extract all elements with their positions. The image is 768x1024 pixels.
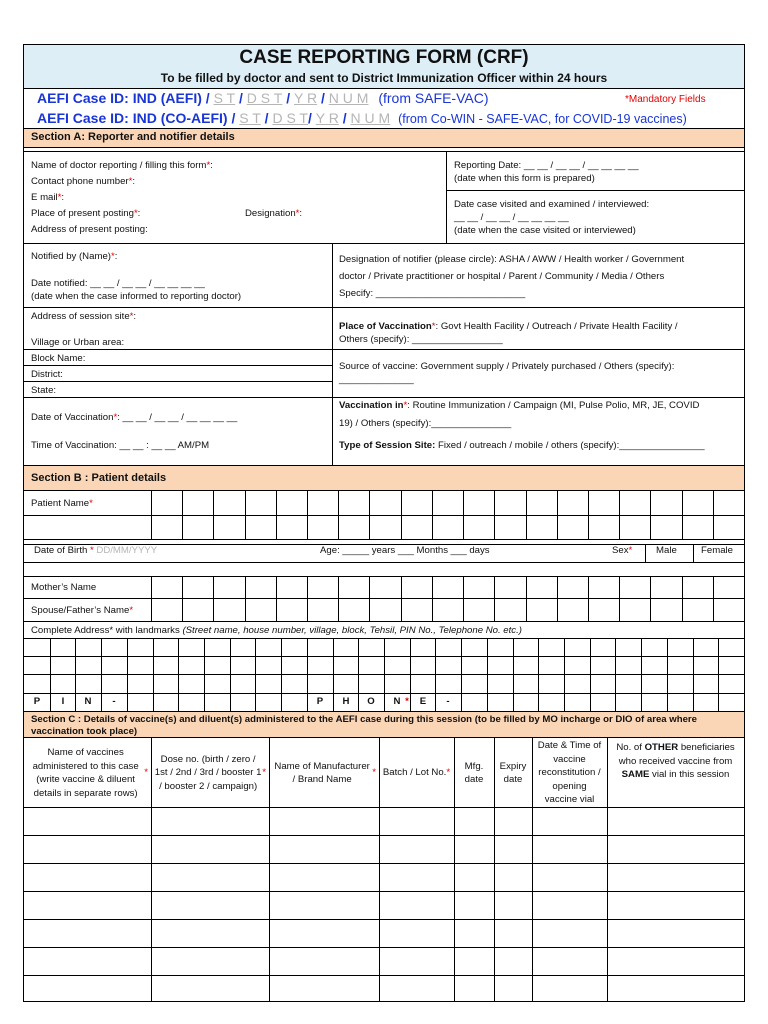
sex-female-option[interactable]: Female [701,545,733,556]
mother-name-label: Mother’s Name [31,582,97,593]
date-notified-field[interactable]: Date notified: __ __ / __ __ / __ __ __ __ [31,278,205,289]
designation-field[interactable]: Designation*: [245,208,303,219]
phone-letter: E [419,696,427,707]
state-field[interactable]: State: [31,385,57,396]
posting-field[interactable]: Place of present posting*: [31,208,141,219]
co-code-dst[interactable]: D S T [272,110,308,126]
patient-name-label: Patient Name* [31,498,93,509]
col-expiry-header: Expiry date [499,760,527,785]
col-datetime-header: Date & Time of vaccine reconstitution / opening vaccine vial [537,740,602,806]
phone-letter: H [342,696,350,707]
place-of-vaccination[interactable]: Place of Vaccination*: Govt Health Facility / Outreach / Private Health Facility / [339,321,678,332]
col-other-beneficiaries-header: No. of OTHER beneficiaries who received vaccine from SAME vial in this session [616,742,735,780]
aefi-case-id-label: AEFI Case ID: IND (AEFI) / [37,90,214,106]
section-b-title: Section B : Patient details [24,466,744,490]
code-yr[interactable]: Y R [293,90,318,106]
visited-date-field[interactable]: __ __ / __ __ / __ __ __ __ [454,212,569,223]
co-code-yr[interactable]: Y R [315,110,339,126]
notifier-specify[interactable]: Specify: ____________________________ [339,288,526,299]
pin-letter: N [84,696,92,707]
phone-letter: P [316,696,324,707]
session-site-type[interactable]: Type of Session Site: Fixed / outreach / mobile / others (specify):________________ [339,440,705,451]
aefi-case-id-row: AEFI Case ID: IND (AEFI) / S T / D S T / Y R / N U M (from SAFE-VAC) *Mandatory Fields [24,89,744,109]
sex-label: Sex* [612,545,633,556]
coaefi-source: (from Co-WIN - SAFE-VAC, for COVID-19 vaccines) [398,112,687,126]
section-c-title: Section C : Details of vaccine(s) and diluent(s) administered to the AEFI case during this session (to be filled by MO incharge or DIO of area where vaccination took place) [24,712,744,737]
sex-male-option[interactable]: Male [656,545,677,556]
visited-date-note: (date when the case visited or interviewed) [454,225,636,236]
case-reporting-form [23,44,745,1002]
vaccination-date-field[interactable]: Date of Vaccination*: __ __ / __ __ / __ __ __ __ [31,412,238,423]
coaefi-case-id-label: AEFI Case ID: IND (CO-AEFI) / [37,110,240,126]
date-notified-note: (date when the case informed to reporting doctor) [31,291,242,302]
visited-date-label: Date case visited and examined / interviewed: [454,199,650,210]
phone-required-star: * [405,696,409,707]
pin-letter: P [33,696,41,707]
address-label: Complete Address* with landmarks (Street name, house number, village, block, Tehsil, PIN No., Telephone No. etc.) [31,625,522,636]
phone-letter: O [367,696,375,707]
form-subtitle: To be filled by doctor and sent to District Immunization Officer within 24 hours [160,71,608,85]
reporting-date-field[interactable]: Reporting Date: __ __ / __ __ / __ __ __ __ [454,160,639,171]
form-title: CASE REPORTING FORM (CRF) [239,47,529,68]
vaccination-in-others[interactable]: 19) / Others (specify):_______________ [339,418,512,429]
session-address-label: Address of session site*: [31,311,137,322]
mandatory-note: *Mandatory Fields [625,94,706,105]
co-code-st[interactable]: S T [239,110,261,126]
notifier-designation-line1[interactable]: Designation of notifier (please circle): ASHA / AWW / Health worker / Government [339,254,685,265]
phone-letter: N [393,696,401,707]
col-batch-header: Batch / Lot No. * [382,767,451,779]
co-code-num[interactable]: N U M [350,110,391,126]
reporting-date-note: (date when this form is prepared) [454,173,595,184]
pin-letter: I [61,696,65,707]
source-of-vaccine[interactable]: Source of vaccine: Government supply / Privately purchased / Others (specify): [339,361,675,372]
col-dose-header: Dose no. (birth / zero / 1st / 2nd / 3rd / booster 1 / booster 2 / campaign) * [154,753,266,792]
form-header [24,45,744,88]
vaccination-time-field[interactable]: Time of Vaccination: __ __ : __ __ AM/PM [31,440,210,451]
dob-field[interactable]: Date of Birth * DD/MM/YYYY [34,545,158,556]
phone-letter: - [446,696,450,707]
village-field[interactable]: Village or Urban area: [31,337,125,348]
col-manufacturer-header: Name of Manufacturer / Brand Name * [274,760,376,785]
notifier-designation-line2[interactable]: doctor / Private practitioner or hospital / Parent / Community / Media / Others [339,271,665,282]
place-of-vaccination-others[interactable]: Others (specify): _________________ [339,334,503,345]
col-vaccines-header: Name of vaccines administered to this case (write vaccine & diluent details in separate rows) * [32,747,148,799]
block-field[interactable]: Block Name: [31,353,86,364]
pin-letter: - [112,696,116,707]
doctor-name-field[interactable]: Name of doctor reporting / filling this form*: [31,160,213,171]
dob-placeholder: DD/MM/YYYY [96,545,158,556]
col-mfg-header: Mfg. date [464,760,484,785]
vaccination-in[interactable]: Vaccination in*: Routine Immunization / Campaign (MI, Pulse Polio, MR, JE, COVID [339,400,700,411]
age-field[interactable]: Age: _____ years ___ Months ___ days [320,545,490,556]
code-dst[interactable]: D S T [246,90,283,106]
notified-by-field[interactable]: Notified by (Name)*: [31,251,118,262]
section-a-title: Section A: Reporter and notifier details [24,129,744,147]
coaefi-case-id-row: AEFI Case ID: IND (CO-AEFI) / S T / D S T/ Y R / N U M (from Co-WIN - SAFE-VAC, for COVID-19 vaccines) [24,109,744,129]
code-num[interactable]: N U M [328,90,369,106]
spouse-name-label: Spouse/Father’s Name* [31,605,134,616]
phone-field[interactable]: Contact phone number*: [31,176,136,187]
posting-address-field[interactable]: Address of present posting: [31,224,148,235]
email-field[interactable]: E mail*: [31,192,65,203]
district-field[interactable]: District: [31,369,63,380]
aefi-source: (from SAFE-VAC) [378,90,489,106]
source-of-vaccine-others[interactable]: ______________ [339,374,414,385]
code-st[interactable]: S T [213,90,236,106]
